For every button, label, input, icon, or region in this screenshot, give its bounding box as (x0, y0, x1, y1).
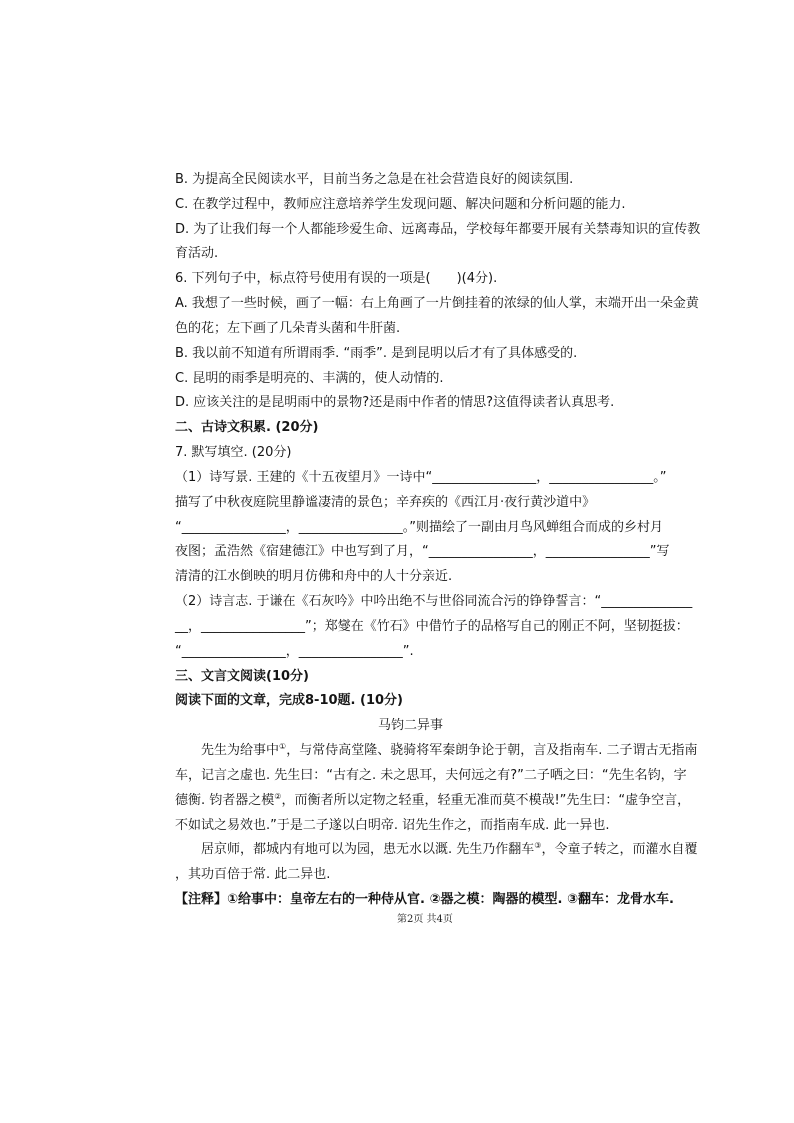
footnote-mark-2: ② (274, 791, 282, 801)
q7-part1-line1: （1）诗写景. 王建的《十五夜望月》一诗中“________________，________________。” (175, 469, 667, 485)
passage-line4: 不如试之易效也.”于是二子遂以白明帝. 诏先生作之，而指南车成. 此一异也. (175, 817, 610, 833)
q7-part1-line5: 清清的江水倒映的明月仿佛和舟中的人十分亲近. (175, 569, 453, 585)
q6-option-c: C. 昆明的雨季是明亮的、丰满的，使人动情的. (175, 370, 444, 386)
q7-part2-line1: （2）诗言志. 于谦在《石灰吟》中吟出绝不与世俗同流合污的铮铮誓言：“______________ (175, 594, 693, 610)
passage-line5-text-b: ，令童子转之，而灌水自覆 (541, 842, 698, 858)
page-number-footer: 第2页 共4页 (397, 914, 453, 925)
passage-notes: 【注释】①给事中：皇帝左右的一种侍从官. ②器之模：陶器的模型. ③翻车：龙骨水车. (175, 892, 674, 908)
passage-line3 (175, 789, 715, 814)
q6-option-a-line1: A. 我想了一些时候，画了一幅：右上角画了一片倒挂着的浓绿的仙人掌，末端开出一朵金黄 (175, 296, 699, 312)
section2-heading: 二、古诗文积累. (20分) (175, 420, 319, 436)
q7-part1-line3: “________________，________________。”则描绘了一副由月鸟风蝉组合而成的乡村月 (175, 519, 663, 535)
q7-part2-line3: “________________，________________”. (175, 643, 414, 659)
q5-option-c: C. 在教学过程中，教师应注意培养学生发现问题、解决问题和分析问题的能力. (175, 196, 626, 212)
q5-option-b: B. 为提高全民阅读水平，目前当务之急是在社会营造良好的阅读氛围. (175, 172, 574, 187)
passage-line6: ，其功百倍于常. 此二异也. (175, 867, 331, 883)
footnote-mark-1: ① (279, 742, 287, 752)
q7-part2-line2: __，________________”；郑燮在《竹石》中借竹子的品格写自己的刚正不阿，坚韧挺拔： (175, 618, 689, 634)
q6-option-a-line2: 色的花；左下画了几朵青头菌和牛肝菌. (175, 320, 401, 336)
passage-line5 (175, 838, 715, 863)
passage-line3-text-b: ，而衡者所以定物之轻重，轻重无准而莫不模哉!”先生曰：“虚争空言， (281, 792, 691, 808)
footnote-mark-3: ③ (534, 841, 542, 851)
q6-stem: 6. 下列句子中，标点符号使用有误的一项是( )(4分). (175, 271, 498, 287)
q5-option-d-line1: D. 为了让我们每一个人都能珍爱生命、远离毒品，学校每年都要开展有关禁毒知识的宣传教 (175, 221, 701, 237)
passage-line1 (175, 739, 715, 764)
passage-line1-text-b: ，与常侍高堂隆、骁骑将军秦朗争论于朝，言及指南车. 二子谓古无指南 (286, 743, 698, 759)
passage-title: 马钧二异事 (378, 718, 444, 734)
q7-part1-line2: 描写了中秋夜庭院里静谧凄清的景色；辛弃疾的《西江月·夜行黄沙道中》 (175, 494, 596, 510)
section3-instruction: 阅读下面的文章，完成8-10题. (10分) (175, 693, 403, 709)
q6-option-d: D. 应该关注的是昆明雨中的景物?还是雨中作者的情思?这值得读者认真思考. (175, 395, 615, 411)
section3-heading: 三、文言文阅读(10分) (175, 668, 309, 684)
q7-part1-line4: 夜图；孟浩然《宿建德江》中也写到了月，“________________，________________”写 (175, 544, 670, 560)
exam-page-content (175, 168, 715, 913)
passage-line2: 车，记言之虚也. 先生曰：“古有之. 未之思耳，夫何远之有?”二子哂之曰：“先生名钧，字 (175, 767, 687, 783)
passage-line3-text-a: 德衡. 钧者器之模 (175, 792, 275, 808)
passage-line1-text-a: 先生为给事中 (201, 743, 280, 759)
passage-line5-text-a: 居京师，都城内有地可以为园，患无水以溉. 先生乃作翻车 (201, 842, 535, 858)
q7-stem: 7. 默写填空. (20分) (175, 445, 292, 461)
q5-option-d-line2: 育活动. (175, 246, 219, 262)
q6-option-b: B. 我以前不知道有所谓雨季. “雨季”. 是到昆明以后才有了具体感受的. (175, 345, 578, 361)
